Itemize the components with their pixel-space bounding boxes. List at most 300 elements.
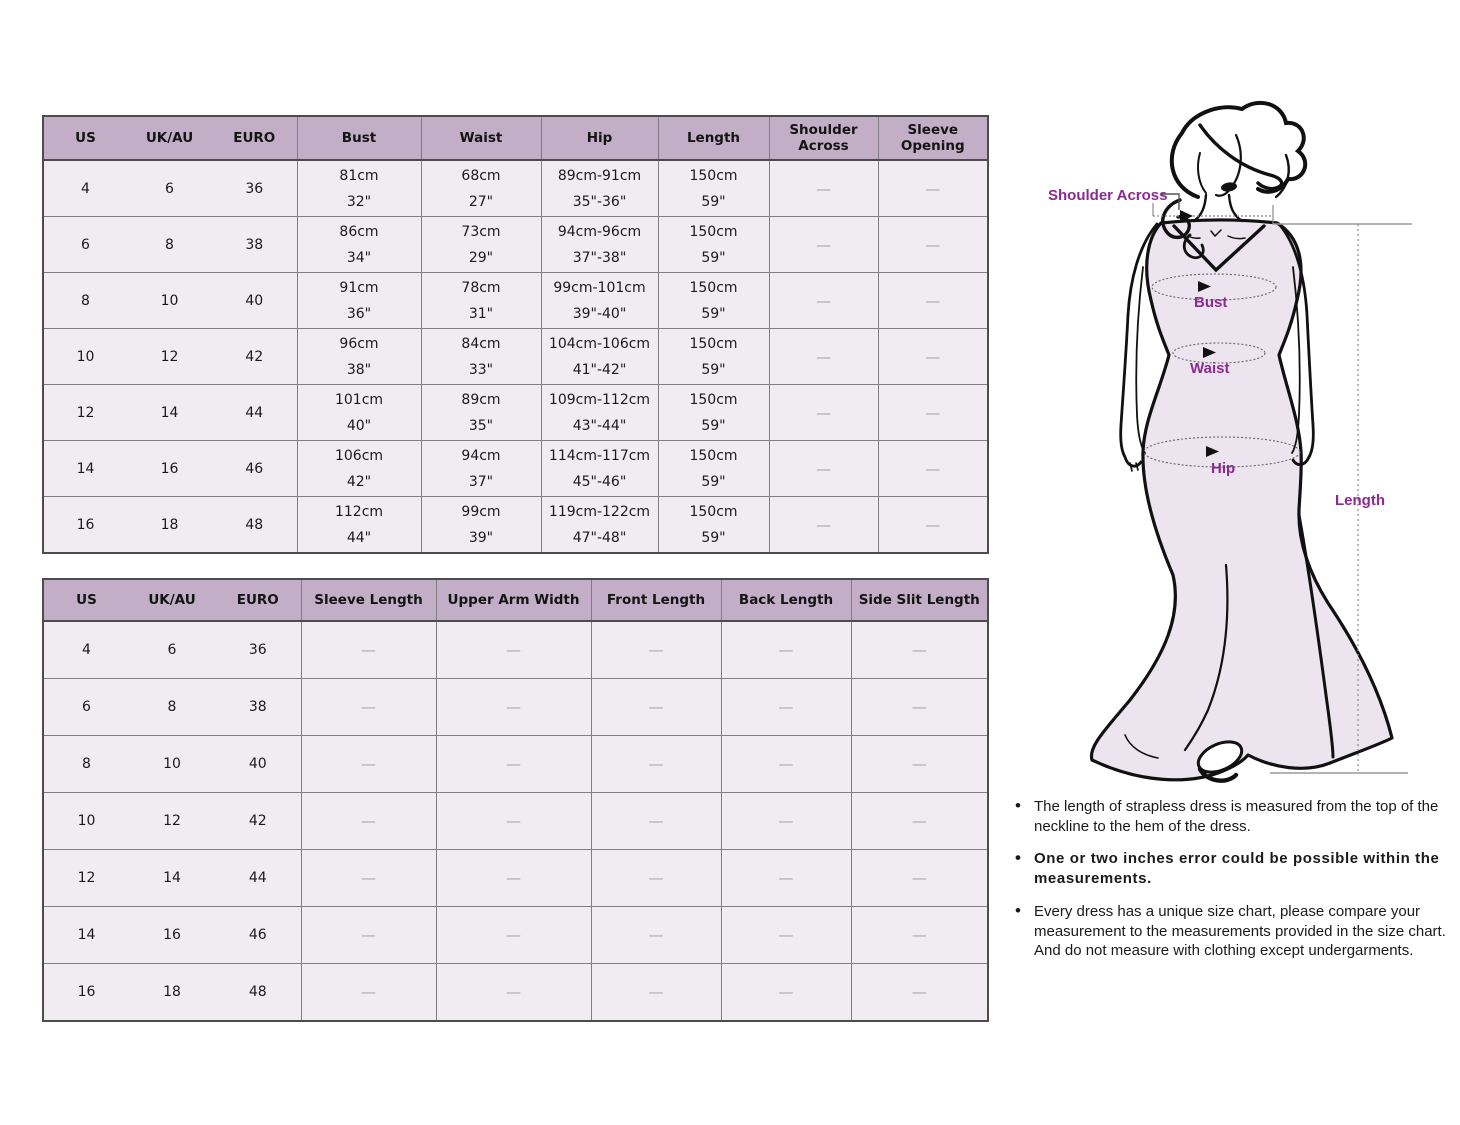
note-text: Every dress has a unique size chart, please compare your measurement to the measurements provided in the size chart. And do not measure with clothing except undergarments.	[1034, 903, 1446, 959]
cell-value: 59"	[701, 361, 726, 378]
empty-value-dash: —	[778, 755, 794, 773]
table-cell	[878, 217, 988, 273]
table-cell	[878, 329, 988, 385]
cell-value: 6	[167, 642, 177, 658]
cell-value: 36"	[346, 305, 372, 322]
table-cell	[421, 329, 541, 385]
table-row	[43, 907, 988, 964]
cell-value: 4	[81, 180, 90, 197]
empty-value-dash: —	[911, 869, 927, 887]
table-cell	[43, 329, 127, 385]
cell-value: 8	[167, 699, 177, 715]
cell-value: 48	[245, 516, 264, 533]
column-header-shoulder-across: Shoulder Across	[769, 116, 878, 160]
empty-value-dash: —	[361, 869, 376, 887]
cell-value: 6	[165, 180, 174, 197]
column-header-hip: Hip	[541, 116, 658, 160]
cell-value: 10	[163, 756, 181, 772]
table-cell	[851, 850, 988, 907]
cell-value: 6	[82, 699, 91, 715]
table-cell	[769, 160, 878, 217]
table-cell	[43, 385, 127, 441]
empty-value-dash: —	[778, 812, 794, 830]
table-cell	[436, 850, 591, 907]
column-header-bust: Bust	[297, 116, 421, 160]
table-cell	[591, 679, 721, 736]
note-text: The length of strapless dress is measured from the top of the neckline to the hem of the dress.	[1034, 798, 1439, 835]
table-cell	[851, 964, 988, 1022]
note-item	[1012, 797, 1456, 836]
table-cell	[721, 621, 851, 679]
table-cell	[43, 964, 129, 1022]
table-cell	[129, 850, 215, 907]
table-cell	[658, 441, 769, 497]
waist-label: Waist	[1190, 360, 1230, 377]
empty-value-dash: —	[778, 869, 794, 887]
cell-value: 36	[245, 180, 264, 197]
cell-value: 37"	[468, 473, 494, 490]
table-cell	[421, 217, 541, 273]
table-cell	[215, 793, 301, 850]
column-header-euro: EURO	[212, 116, 297, 160]
column-header-upper-arm-width: Upper Arm Width	[436, 579, 591, 621]
empty-value-dash: —	[816, 347, 831, 366]
table-cell	[297, 441, 421, 497]
cell-value: 106cm	[334, 447, 384, 464]
table-cell	[421, 497, 541, 554]
cell-value: 40	[245, 292, 264, 309]
empty-value-dash: —	[816, 291, 831, 310]
column-header-back-length: Back Length	[721, 579, 851, 621]
table-cell	[769, 217, 878, 273]
table-cell	[851, 679, 988, 736]
empty-value-dash: —	[778, 983, 794, 1001]
table-cell	[878, 273, 988, 329]
cell-value: 16	[160, 460, 179, 477]
empty-value-dash: —	[648, 641, 664, 659]
table-cell	[129, 793, 215, 850]
table-cell	[127, 497, 212, 554]
cell-value: 99cm	[461, 503, 501, 520]
cell-value: 38	[245, 236, 264, 253]
cell-value: 36	[248, 642, 267, 658]
table-cell	[541, 441, 658, 497]
table-cell	[301, 736, 436, 793]
cell-value: 59"	[701, 249, 726, 266]
table-cell	[721, 679, 851, 736]
cell-value: 39"	[468, 529, 494, 546]
table-cell	[297, 497, 421, 554]
cell-value: 14	[77, 927, 96, 943]
cell-value: 150cm	[689, 447, 738, 464]
table-cell	[769, 329, 878, 385]
empty-value-dash: —	[925, 515, 941, 534]
cell-value: 16	[163, 927, 181, 943]
column-header-us: US	[43, 579, 129, 621]
table-cell	[215, 736, 301, 793]
table-cell	[436, 793, 591, 850]
table-cell	[301, 793, 436, 850]
cell-value: 96cm	[339, 335, 379, 352]
table-row	[43, 273, 988, 329]
table-cell	[851, 907, 988, 964]
cell-value: 33"	[468, 361, 494, 378]
cell-value: 10	[160, 292, 179, 309]
cell-value: 38"	[346, 361, 372, 378]
cell-value: 40	[248, 756, 267, 772]
table-cell	[301, 679, 436, 736]
note-item	[1012, 902, 1456, 961]
empty-value-dash: —	[911, 983, 927, 1001]
cell-value: 78cm	[461, 279, 501, 296]
table-cell	[769, 497, 878, 554]
table-cell	[851, 736, 988, 793]
cell-value: 44	[245, 404, 264, 421]
column-header-uk-au: UK/AU	[127, 116, 212, 160]
table-cell	[212, 273, 297, 329]
cell-value: 18	[160, 516, 179, 533]
table-cell	[127, 160, 212, 217]
cell-value: 6	[81, 236, 90, 253]
table-cell	[658, 160, 769, 217]
cell-value: 84cm	[461, 335, 501, 352]
empty-value-dash: —	[911, 698, 927, 716]
cell-value: 8	[165, 236, 174, 253]
table-cell	[212, 329, 297, 385]
cell-value: 35"-36"	[572, 193, 627, 210]
table-cell	[129, 964, 215, 1022]
table-cell	[721, 850, 851, 907]
table-cell	[541, 217, 658, 273]
empty-value-dash: —	[816, 515, 831, 534]
table-cell	[769, 385, 878, 441]
table-cell	[591, 621, 721, 679]
cell-value: 4	[82, 642, 91, 658]
cell-value: 18	[163, 984, 181, 1000]
column-header-waist: Waist	[421, 116, 541, 160]
empty-value-dash: —	[361, 812, 376, 830]
table-cell	[215, 907, 301, 964]
table-cell	[436, 736, 591, 793]
table-cell	[43, 907, 129, 964]
cell-value: 59"	[701, 529, 726, 546]
column-header-sleeve-opening: Sleeve Opening	[878, 116, 988, 160]
table-row	[43, 441, 988, 497]
empty-value-dash: —	[925, 403, 941, 422]
table-cell	[541, 329, 658, 385]
cell-value: 104cm-106cm	[548, 335, 651, 352]
table-cell	[658, 385, 769, 441]
empty-value-dash: —	[506, 698, 521, 716]
table-cell	[721, 793, 851, 850]
empty-value-dash: —	[911, 812, 927, 830]
table-cell	[212, 385, 297, 441]
table-cell	[591, 964, 721, 1022]
table-cell	[658, 273, 769, 329]
table-cell	[658, 497, 769, 554]
empty-value-dash: —	[506, 812, 521, 830]
cell-value: 8	[81, 292, 90, 309]
table-cell	[591, 736, 721, 793]
empty-value-dash: —	[925, 235, 941, 254]
hip-label: Hip	[1211, 460, 1236, 477]
table-row	[43, 964, 988, 1022]
cell-value: 12	[76, 404, 95, 421]
table-cell	[878, 160, 988, 217]
table-cell	[129, 679, 215, 736]
cell-value: 16	[76, 516, 95, 533]
cell-value: 37"-38"	[572, 249, 627, 266]
empty-value-dash: —	[506, 983, 521, 1001]
table-cell	[129, 621, 215, 679]
cell-value: 150cm	[689, 503, 738, 520]
table-cell	[43, 160, 127, 217]
table-cell	[541, 497, 658, 554]
empty-value-dash: —	[361, 983, 376, 1001]
table-cell	[297, 160, 421, 217]
cell-value: 10	[76, 348, 95, 365]
cell-value: 114cm-117cm	[548, 447, 651, 464]
length-label: Length	[1335, 492, 1385, 509]
cell-value: 59"	[701, 473, 726, 490]
table-cell	[301, 850, 436, 907]
cell-value: 150cm	[689, 279, 738, 296]
empty-value-dash: —	[361, 755, 376, 773]
note-text: One or two inches error could be possible within the measurements.	[1034, 850, 1440, 887]
cell-value: 109cm-112cm	[548, 391, 651, 408]
cell-value: 14	[160, 404, 179, 421]
table-cell	[215, 850, 301, 907]
notes-list	[1012, 797, 1456, 961]
table-row	[43, 329, 988, 385]
cell-value: 99cm-101cm	[553, 279, 646, 296]
cell-value: 12	[77, 870, 96, 886]
table-cell	[591, 850, 721, 907]
cell-value: 44	[248, 870, 267, 886]
table-cell	[127, 273, 212, 329]
table-cell	[301, 621, 436, 679]
table-cell	[297, 329, 421, 385]
table-cell	[541, 385, 658, 441]
cell-value: 68cm	[461, 167, 501, 184]
column-header-side-slit-length: Side Slit Length	[851, 579, 988, 621]
shoulder-across-label: Shoulder Across	[1048, 187, 1168, 204]
table-cell	[721, 736, 851, 793]
empty-value-dash: —	[911, 641, 927, 659]
cell-value: 12	[160, 348, 179, 365]
table-cell	[43, 736, 129, 793]
column-header-euro: EURO	[215, 579, 301, 621]
table-cell	[878, 441, 988, 497]
table-cell	[851, 621, 988, 679]
cell-value: 91cm	[339, 279, 379, 296]
cell-value: 31"	[468, 305, 494, 322]
cell-value: 59"	[701, 305, 726, 322]
cell-value: 86cm	[339, 223, 379, 240]
cell-value: 119cm-122cm	[548, 503, 651, 520]
table-cell	[215, 679, 301, 736]
cell-value: 8	[82, 756, 91, 772]
table-cell	[43, 273, 127, 329]
table-row	[43, 160, 988, 217]
cell-value: 39"-40"	[572, 305, 627, 322]
table-cell	[212, 441, 297, 497]
empty-value-dash: —	[778, 641, 794, 659]
cell-value: 43"-44"	[572, 417, 627, 434]
table-row	[43, 850, 988, 907]
table-row	[43, 621, 988, 679]
table-cell	[43, 217, 127, 273]
cell-value: 48	[248, 984, 267, 1000]
table-cell	[769, 441, 878, 497]
table-row	[43, 497, 988, 554]
notes-section	[1012, 797, 1456, 974]
cell-value: 42	[245, 348, 264, 365]
cell-value: 150cm	[689, 391, 738, 408]
cell-value: 150cm	[689, 335, 738, 352]
table-cell	[436, 621, 591, 679]
cell-value: 32"	[346, 193, 372, 210]
cell-value: 73cm	[461, 223, 501, 240]
empty-value-dash: —	[648, 926, 664, 944]
table-cell	[43, 441, 127, 497]
cell-value: 41"-42"	[572, 361, 627, 378]
table-cell	[43, 497, 127, 554]
cell-value: 150cm	[689, 223, 738, 240]
column-header-us: US	[43, 116, 127, 160]
cell-value: 59"	[701, 193, 726, 210]
size-table-secondary	[42, 578, 989, 1022]
cell-value: 10	[77, 813, 96, 829]
cell-value: 14	[76, 460, 95, 477]
empty-value-dash: —	[506, 926, 521, 944]
empty-value-dash: —	[506, 641, 521, 659]
table-cell	[43, 621, 129, 679]
cell-value: 34"	[346, 249, 372, 266]
table-cell	[436, 679, 591, 736]
table-cell	[215, 621, 301, 679]
empty-value-dash: —	[778, 926, 794, 944]
table-cell	[421, 385, 541, 441]
cell-value: 42	[248, 813, 267, 829]
cell-value: 12	[163, 813, 181, 829]
table-cell	[212, 217, 297, 273]
cell-value: 45"-46"	[572, 473, 627, 490]
empty-value-dash: —	[925, 179, 941, 198]
table-cell	[541, 160, 658, 217]
empty-value-dash: —	[925, 347, 941, 366]
table-cell	[591, 907, 721, 964]
table-cell	[851, 793, 988, 850]
empty-value-dash: —	[506, 755, 521, 773]
table-cell	[878, 385, 988, 441]
table-cell	[127, 329, 212, 385]
table-row	[43, 217, 988, 273]
empty-value-dash: —	[648, 812, 664, 830]
table-cell	[297, 385, 421, 441]
cell-value: 38	[248, 699, 267, 715]
empty-value-dash: —	[925, 459, 941, 478]
empty-value-dash: —	[648, 869, 664, 887]
empty-value-dash: —	[778, 698, 794, 716]
cell-value: 14	[163, 870, 181, 886]
empty-value-dash: —	[816, 235, 831, 254]
table-cell	[129, 907, 215, 964]
empty-value-dash: —	[816, 403, 831, 422]
cell-value: 29"	[468, 249, 494, 266]
table-row	[43, 679, 988, 736]
empty-value-dash: —	[911, 755, 927, 773]
table-cell	[215, 964, 301, 1022]
bust-label: Bust	[1194, 294, 1228, 311]
empty-value-dash: —	[648, 755, 664, 773]
table-cell	[591, 793, 721, 850]
cell-value: 27"	[468, 193, 494, 210]
empty-value-dash: —	[506, 869, 521, 887]
table-cell	[127, 385, 212, 441]
table-cell	[721, 907, 851, 964]
dress-illustration	[1030, 95, 1450, 795]
empty-value-dash: —	[361, 698, 376, 716]
cell-value: 112cm	[334, 503, 384, 520]
column-header-length: Length	[658, 116, 769, 160]
table-row	[43, 385, 988, 441]
table-cell	[878, 497, 988, 554]
empty-value-dash: —	[648, 983, 664, 1001]
cell-value: 81cm	[339, 167, 379, 184]
cell-value: 16	[77, 984, 96, 1000]
cell-value: 59"	[701, 417, 726, 434]
table-cell	[421, 441, 541, 497]
table-cell	[127, 217, 212, 273]
table-row	[43, 736, 988, 793]
size-table-main	[42, 115, 989, 554]
table1-header-row	[43, 116, 988, 160]
table-cell	[297, 273, 421, 329]
table-cell	[301, 964, 436, 1022]
column-header-front-length: Front Length	[591, 579, 721, 621]
cell-value: 101cm	[334, 391, 384, 408]
cell-value: 94cm	[461, 447, 501, 464]
table-cell	[421, 273, 541, 329]
table-cell	[301, 907, 436, 964]
cell-value: 35"	[468, 417, 494, 434]
table-cell	[769, 273, 878, 329]
dress-measurement-diagram	[1030, 95, 1450, 795]
cell-value: 89cm	[461, 391, 501, 408]
table-cell	[129, 736, 215, 793]
cell-value: 44"	[346, 529, 372, 546]
table-cell	[658, 329, 769, 385]
empty-value-dash: —	[816, 459, 831, 478]
table-cell	[43, 850, 129, 907]
empty-value-dash: —	[816, 179, 831, 198]
table-cell	[43, 793, 129, 850]
table-cell	[721, 964, 851, 1022]
cell-value: 40"	[346, 417, 372, 434]
cell-value: 46	[248, 927, 267, 943]
empty-value-dash: —	[911, 926, 927, 944]
table-cell	[212, 160, 297, 217]
empty-value-dash: —	[648, 698, 664, 716]
table-cell	[127, 441, 212, 497]
empty-value-dash: —	[925, 291, 941, 310]
cell-value: 89cm-91cm	[557, 167, 642, 184]
note-item-emphasis	[1012, 849, 1456, 889]
table-cell	[212, 497, 297, 554]
table-cell	[421, 160, 541, 217]
table-cell	[436, 907, 591, 964]
